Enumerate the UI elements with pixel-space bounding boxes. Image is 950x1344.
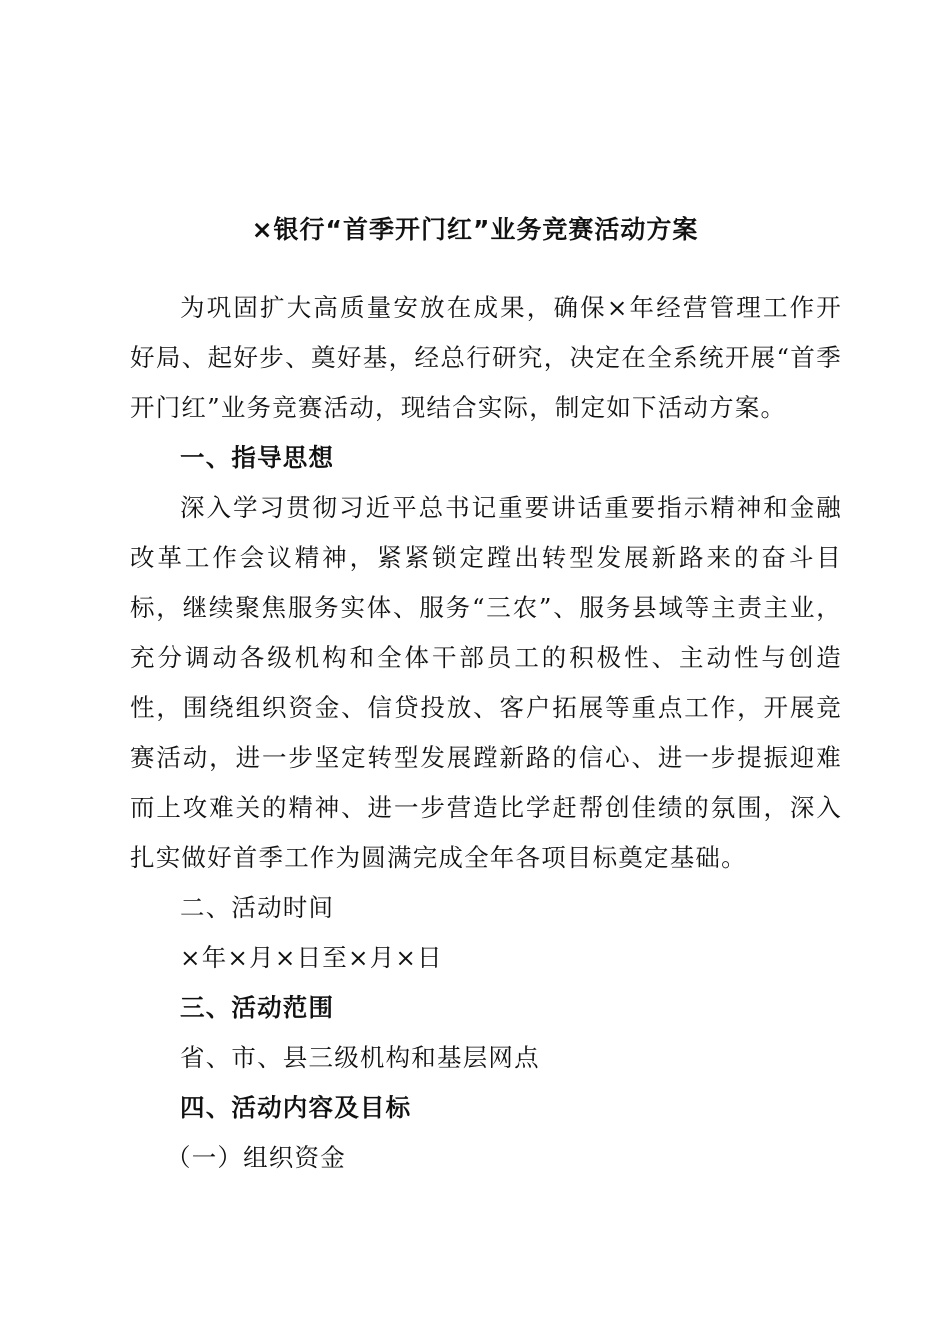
section-2-heading: 二、活动时间 bbox=[180, 893, 335, 922]
section-4-subheading-1: （一）组织资金 bbox=[166, 1143, 346, 1172]
section-3-paragraph: 省、市、县三级机构和基层网点 bbox=[180, 1043, 540, 1072]
intro-paragraph: 为巩固扩大高质量安放在成果，确保×年经营管理工作开好局、起好步、奠好基，经总行研究，决定在全系统开展“首季开门红”业务竞赛活动，现结合实际，制定如下活动方案。 bbox=[130, 293, 842, 422]
section-1-heading: 一、指导思想 bbox=[180, 443, 335, 472]
document-title: ×银行“首季开门红”业务竞赛活动方案 bbox=[251, 215, 699, 244]
section-2-paragraph: ×年×月×日至×月×日 bbox=[180, 943, 443, 972]
section-4-heading: 四、活动内容及目标 bbox=[180, 1093, 412, 1122]
section-3-heading: 三、活动范围 bbox=[180, 993, 335, 1022]
section-1-paragraph: 深入学习贯彻习近平总书记重要讲话重要指示精神和金融改革工作会议精神，紧紧锁定蹚出转型发展新路来的奋斗目标，继续聚焦服务实体、服务“三农”、服务县域等主责主业，充分调动各级机构和全体干部员工的积极性、主动性与创造性，围绕组织资金、信贷投放、客户拓展等重点工作，开展竞赛活动，进一步坚定转型发展蹚新路的信心、进一步提振迎难而上攻难关的精神、进一步营造比学赶帮创佳绩的氛围，深入扎实做好首季工作为圆满完成全年各项目标奠定基础。 bbox=[130, 493, 842, 872]
